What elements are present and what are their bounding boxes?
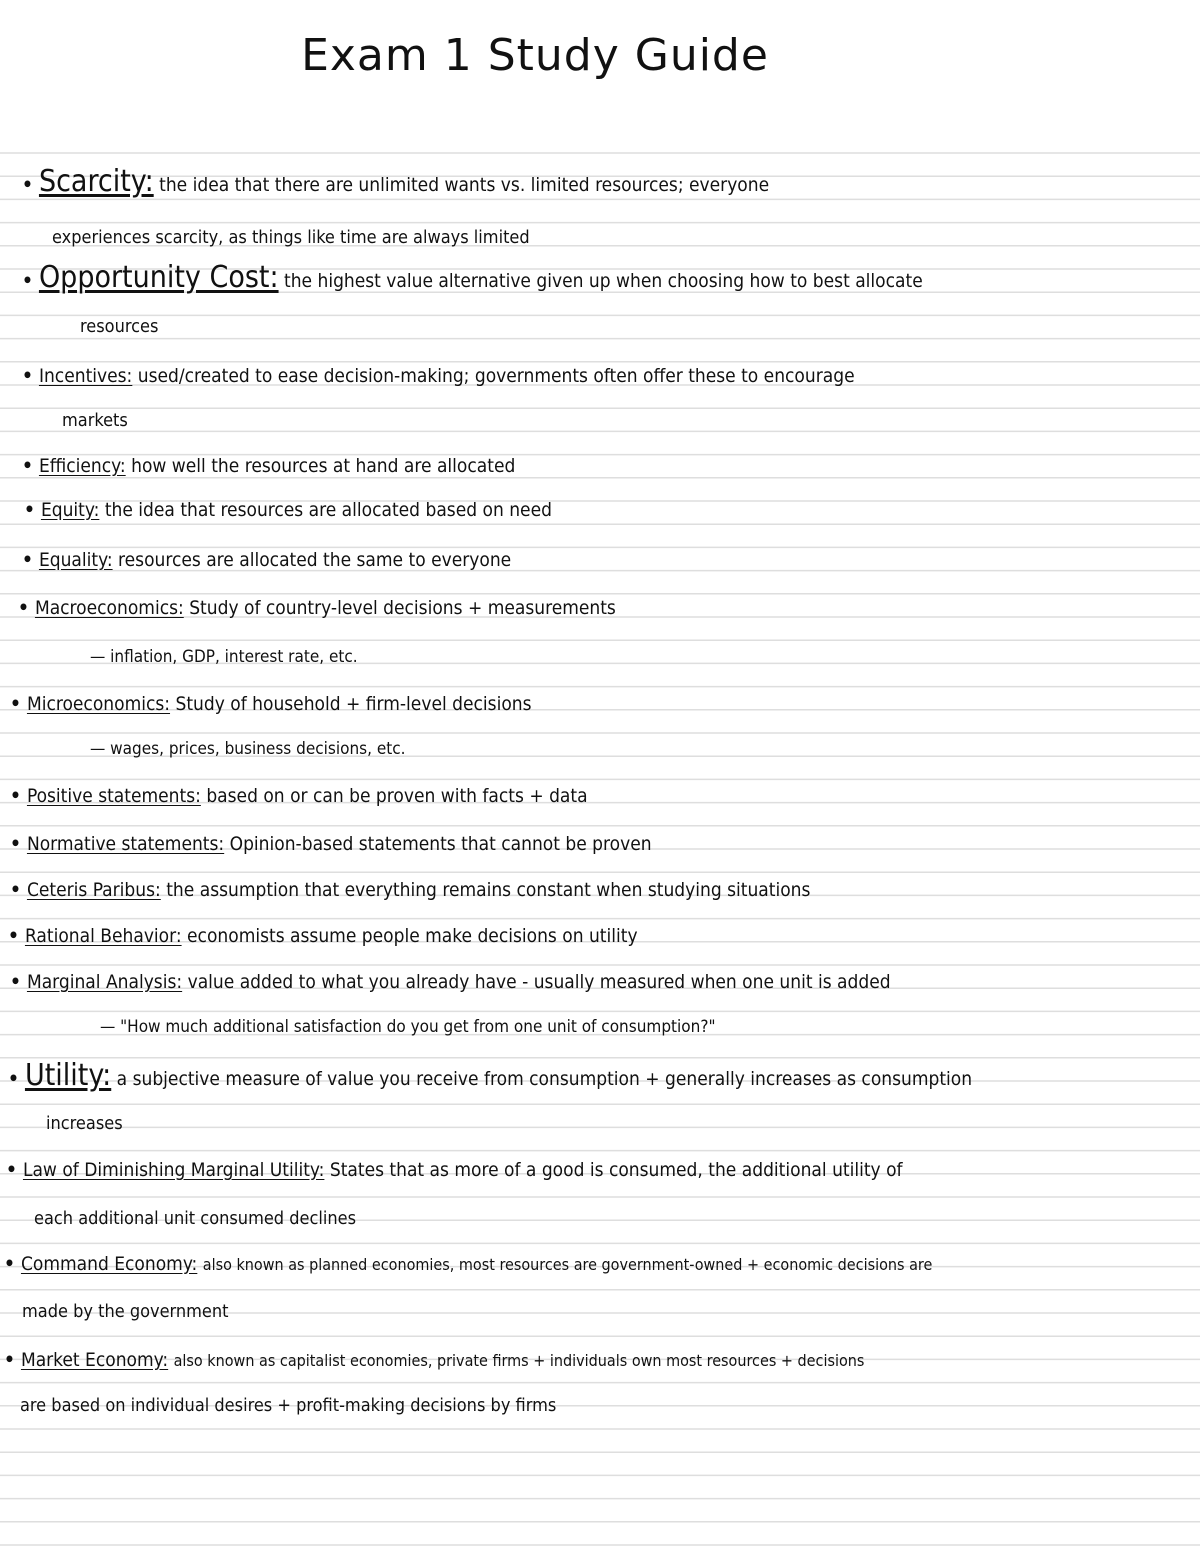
bullet: • xyxy=(22,174,33,196)
example-microeconomics: — wages, prices, business decisions, etc. xyxy=(90,739,406,759)
note-rational-behavior xyxy=(8,922,638,950)
term-marginal-analysis: Marginal Analysis: xyxy=(26,971,183,993)
bullet: • xyxy=(10,971,21,993)
continuation-opportunity-cost: resources xyxy=(80,316,159,337)
continuation-command-economy: made by the government xyxy=(22,1301,229,1322)
term-law-of-diminishing-marginal-utility: Law of Diminishing Marginal Utility: xyxy=(22,1159,325,1181)
definition-opportunity-cost: the highest value alternative given up when choosing how to best allocate xyxy=(284,270,923,292)
note-macroeconomics xyxy=(18,594,616,622)
definition-scarcity: the idea that there are unlimited wants vs. limited resources; everyone xyxy=(159,174,770,196)
definition-equality: resources are allocated the same to everyone xyxy=(118,549,512,571)
term-equality: Equality: xyxy=(38,549,113,571)
term-positive-statements: Positive statements: xyxy=(26,785,201,807)
definition-marginal-analysis: value added to what you already have - usually measured when one unit is added xyxy=(187,971,891,993)
continuation-utility: increases xyxy=(46,1113,123,1134)
note-utility xyxy=(8,1058,973,1093)
note-opportunity-cost xyxy=(22,260,923,295)
term-efficiency: Efficiency: xyxy=(38,455,126,477)
page-title: Exam 1 Study Guide xyxy=(301,30,769,81)
bullet: • xyxy=(10,833,21,855)
bullet: • xyxy=(4,1253,15,1275)
note-law-of-diminishing-marginal-utility xyxy=(6,1156,903,1184)
note-microeconomics xyxy=(10,690,532,718)
note-normative-statements xyxy=(10,830,652,858)
continuation-market-economy: are based on individual desires + profit-making decisions by firms xyxy=(20,1395,557,1416)
example-macroeconomics: — inflation, GDP, interest rate, etc. xyxy=(90,647,358,667)
definition-macroeconomics: Study of country-level decisions + measurements xyxy=(189,597,616,619)
bullet: • xyxy=(10,693,21,715)
bullet: • xyxy=(24,499,35,521)
note-equality xyxy=(22,546,511,574)
bullet: • xyxy=(18,597,29,619)
note-market-economy xyxy=(4,1346,864,1375)
note-positive-statements xyxy=(10,782,588,810)
definition-positive-statements: based on or can be proven with facts + data xyxy=(206,785,588,807)
term-equity: Equity: xyxy=(40,499,100,521)
continuation-incentives: markets xyxy=(62,410,128,431)
term-ceteris-paribus: Ceteris Paribus: xyxy=(26,879,161,901)
definition-command-economy: also known as planned economies, most resources are government-owned + economic decisions are xyxy=(202,1255,933,1274)
definition-rational-behavior: economists assume people make decisions on utility xyxy=(187,925,638,947)
bullet: • xyxy=(4,1349,15,1371)
bullet: • xyxy=(8,925,19,947)
definition-incentives: used/created to ease decision-making; governments often offer these to encourage xyxy=(137,365,855,387)
term-rational-behavior: Rational Behavior: xyxy=(24,925,182,947)
definition-equity: the idea that resources are allocated based on need xyxy=(104,499,552,521)
term-microeconomics: Microeconomics: xyxy=(26,693,171,715)
definition-efficiency: how well the resources at hand are allocated xyxy=(131,455,516,477)
term-command-economy: Command Economy: xyxy=(20,1253,198,1275)
bullet: • xyxy=(22,270,33,292)
note-marginal-analysis xyxy=(10,968,891,996)
continuation-law-of-diminishing-marginal-utility: each additional unit consumed declines xyxy=(34,1208,357,1229)
continuation-scarcity: experiences scarcity, as things like time are always limited xyxy=(52,227,530,248)
bullet: • xyxy=(6,1159,17,1181)
note-command-economy xyxy=(4,1250,932,1279)
bullet: • xyxy=(22,365,33,387)
definition-ceteris-paribus: the assumption that everything remains constant when studying situations xyxy=(166,879,811,901)
note-ceteris-paribus xyxy=(10,876,810,904)
term-market-economy: Market Economy: xyxy=(20,1349,169,1371)
note-efficiency xyxy=(22,452,515,480)
bullet: • xyxy=(10,879,21,901)
term-macroeconomics: Macroeconomics: xyxy=(34,597,184,619)
definition-market-economy: also known as capitalist economies, private firms + individuals own most resources + decisions xyxy=(173,1351,865,1370)
term-scarcity: Scarcity: xyxy=(38,164,154,199)
note-equity xyxy=(24,496,552,524)
bullet: • xyxy=(8,1068,19,1090)
bullet: • xyxy=(22,455,33,477)
example-marginal-analysis: — "How much additional satisfaction do you get from one unit of consumption?" xyxy=(100,1017,716,1037)
term-utility: Utility: xyxy=(24,1058,112,1093)
note-scarcity xyxy=(22,164,770,199)
definition-utility: a subjective measure of value you receive from consumption + generally increases as consumption xyxy=(116,1068,973,1090)
note-incentives xyxy=(22,362,855,390)
definition-law-of-diminishing-marginal-utility: States that as more of a good is consumed, the additional utility of xyxy=(329,1159,903,1181)
term-incentives: Incentives: xyxy=(38,365,133,387)
term-opportunity-cost: Opportunity Cost: xyxy=(38,260,279,295)
definition-microeconomics: Study of household + firm-level decisions xyxy=(175,693,532,715)
definition-normative-statements: Opinion-based statements that cannot be proven xyxy=(229,833,652,855)
term-normative-statements: Normative statements: xyxy=(26,833,225,855)
bullet: • xyxy=(22,549,33,571)
bullet: • xyxy=(10,785,21,807)
